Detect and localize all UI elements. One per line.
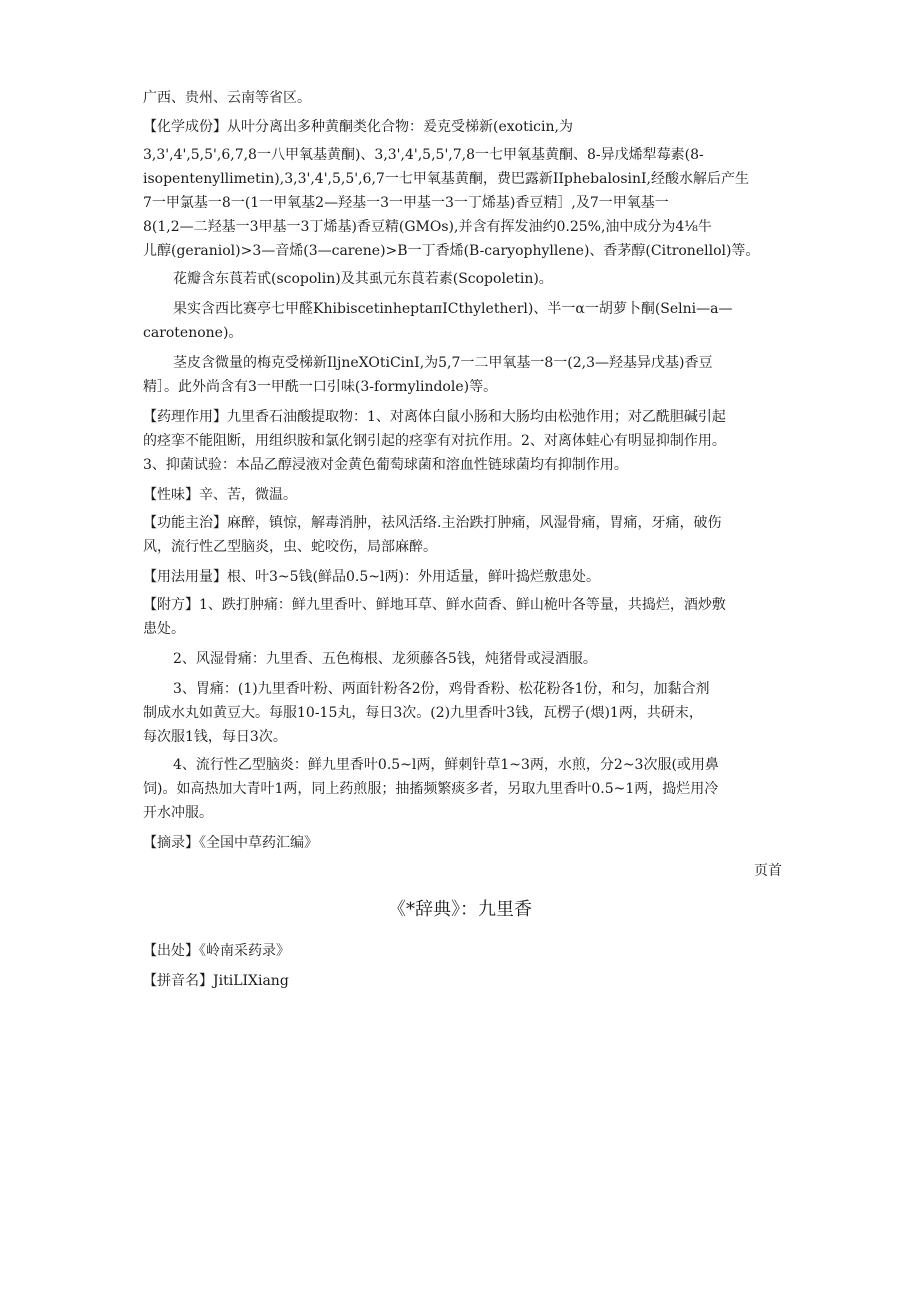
text-line: 2、风湿骨痛：九里香、五色梅根、龙须藤各5钱，炖猪骨或浸酒服。: [173, 651, 597, 667]
text-line: 每次服1钱，每日3次。: [143, 729, 287, 745]
text-line: 儿醇(geraniol)>3—音烯(3—carene)>B一丁香烯(B-caryophyllene)、香茅醇(Citronellol)等。: [143, 243, 760, 259]
text-line: 【出处】《岭南采药录》: [143, 943, 290, 959]
top-of-page-link[interactable]: 页首: [754, 863, 782, 879]
text-line: 饲)。如高热加大青叶1两，同上药煎服；抽搐频繁痰多者，另取九里香叶0.5~1两，捣烂用冷: [143, 781, 719, 797]
text-line: 3、胃痛：(1)九里香叶粉、两面针粉各2份，鸡骨香粉、松花粉各1份，和匀，加黏合剂: [173, 681, 710, 697]
text-line: 3、抑菌试验：本品乙醇浸液对金黄色葡萄球菌和溶血性链球菌均有抑制作用。: [143, 457, 628, 473]
text-line: 【用法用量】根、叶3~5钱(鲜品0.5~l两)：外用适量，鲜叶捣烂敷患处。: [143, 569, 600, 585]
text-line: 患处。: [143, 621, 185, 637]
text-line: carotenone)。: [143, 325, 243, 341]
section-title: 《*辞典》：九里香: [388, 899, 532, 920]
text-line: 【附方】1、跌打肿痛：鲜九里香叶、鲜地耳草、鲜水茴香、鲜山桅叶各等量，共捣烂，酒炒敷: [143, 597, 726, 613]
text-line: 茎皮含微量的梅克受梯新IljneXOtiCinI,为5,7一二甲氧基一8一(2,3—羟基异戊基)香豆: [173, 355, 713, 371]
text-line: 【功能主治】麻醉，镇惊，解毒消肿，祛风活络.主治跌打肿痛，风湿骨痛，胃痛，牙痛，破伤: [143, 515, 722, 531]
text-line: 开水冲服。: [143, 805, 213, 821]
text-line: 精］。此外尚含有3一甲酰一口引味(3-formylindole)等。: [143, 379, 498, 395]
text-line: 4、流行性乙型脑炎：鲜九里香叶0.5~l两，鲜刺针草1~3两，水煎，分2~3次服(或用鼻: [173, 757, 719, 773]
text-line: isopentenyllimetin),3,3',4',5,5',6,7一七甲氧基黄酮，费巴露新IIphebalosinI,经酸水解后产生: [143, 171, 750, 187]
text-line: 风，流行性乙型脑炎，虫、蛇咬伤，局部麻醉。: [143, 539, 437, 555]
text-line: 制成水丸如黄豆大。每服10-15丸，每日3次。(2)九里香叶3钱，瓦楞子(煨)1两，共研末，: [143, 705, 703, 721]
text-line: 【性味】辛、苦，微温。: [143, 487, 297, 503]
text-line: 的痉挛不能阻断，用组织胺和氯化钢引起的痉挛有对抗作用。2、对离体蛙心有明显抑制作用。: [143, 433, 726, 449]
text-line: 7一甲氯基一8一(1一甲氧基2—羟基一3一甲基一3一丁烯基)香豆精］,及7一甲氧基一: [143, 195, 669, 211]
text-line: 8(1,2—二羟基一3甲基一3丁烯基)香豆精(GMOs),并含有挥发油约0.25%,油中成分为4⅛牛: [143, 219, 712, 235]
text-line: 广西、贵州、云南等省区。: [143, 90, 311, 106]
text-line: 3,3',4',5,5',6,7,8一八甲氧基黄酮)、3,3',4',5,5',7,8一七甲氧基黄酮、8-异戊烯犁莓素(8-: [143, 147, 704, 163]
text-line: 花瓣含东莨若甙(scopolin)及其虱元东莨若素(Scopoletin)。: [173, 271, 553, 287]
text-line: 【摘录】《全国中草药汇编》: [143, 835, 318, 851]
text-line: 【拼音名】JitiLIXiang: [143, 973, 289, 989]
text-line: 果实含西比赛亭七甲醛KhibiscetinheptaπICthyletherl)、半一α一胡萝卜酮(Selni—a—: [173, 301, 733, 317]
text-line: 【药理作用】九里香石油酸提取物：1、对离体白鼠小肠和大肠均由松弛作用；对乙酰胆碱引起: [143, 409, 726, 425]
text-line: 【化学成份】从叶分离出多种黄酮类化合物：爰克受梯新(exoticin,为: [143, 119, 573, 135]
